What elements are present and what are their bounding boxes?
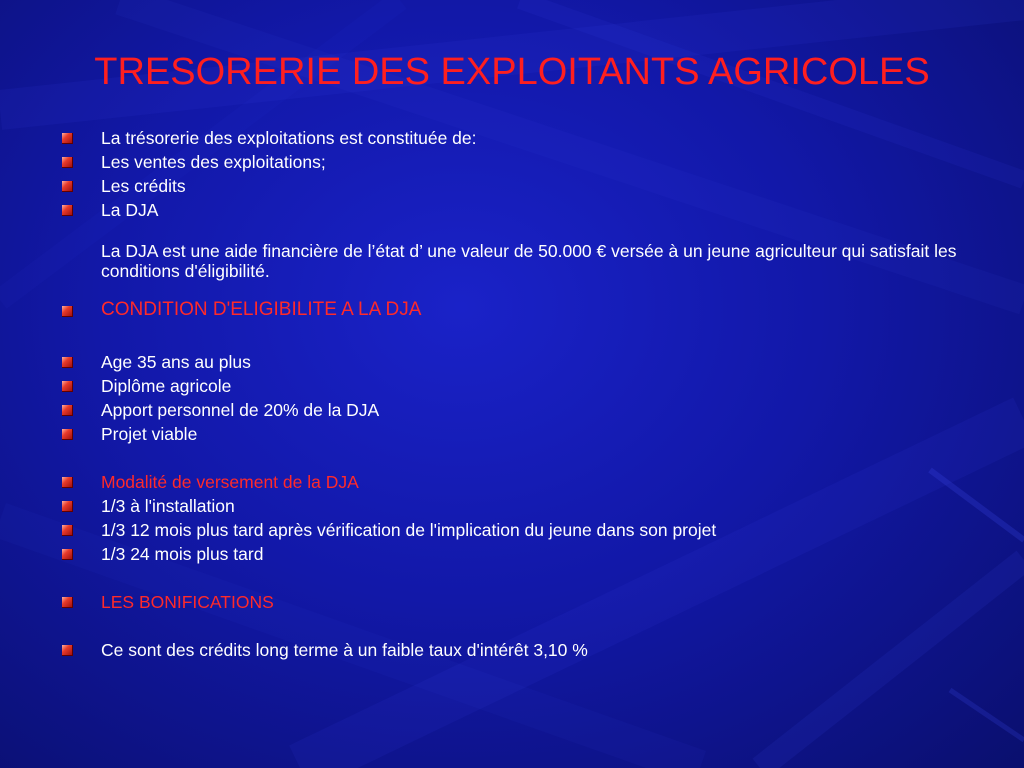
bullet-icon — [62, 205, 73, 216]
payment-item-3: 1/3 24 mois plus tard — [101, 544, 264, 564]
intro-item-2: Les ventes des exploitations; — [101, 152, 326, 172]
bullet-icon — [62, 381, 73, 392]
eligibility-item-3: Apport personnel de 20% de la DJA — [101, 400, 380, 420]
bullet-icon — [62, 501, 73, 512]
eligibility-item-2: Diplôme agricole — [101, 376, 232, 396]
intro-item-1: La trésorerie des exploitations est constituée de: — [101, 128, 477, 148]
bonus-heading: LES BONIFICATIONS — [101, 592, 274, 612]
bullet-icon — [62, 157, 73, 168]
payment-item-2: 1/3 12 mois plus tard après vérification de l'implication du jeune dans son projet — [101, 520, 717, 540]
bonus-text: Ce sont des crédits long terme à un faible taux d'intérêt 3,10 % — [101, 640, 588, 660]
bullet-icon — [62, 549, 73, 560]
slide-title: TRESORERIE DES EXPLOITANTS AGRICOLES — [94, 51, 930, 93]
bullet-icon — [62, 181, 73, 192]
bullet-icon — [62, 306, 73, 317]
bullet-icon — [62, 597, 73, 608]
intro-item-4: La DJA — [101, 200, 159, 220]
bullet-icon — [62, 405, 73, 416]
bullet-icon — [62, 133, 73, 144]
eligibility-item-1: Age 35 ans au plus — [101, 352, 251, 372]
payment-item-1: 1/3 à l'installation — [101, 496, 235, 516]
bullet-icon — [62, 429, 73, 440]
dja-description: La DJA est une aide financière de l’état d’ une valeur de 50.000 € versée à un jeune agriculteur qui satisfait les conditions d'éligibilité. — [101, 241, 957, 281]
bullet-icon — [62, 477, 73, 488]
eligibility-item-4: Projet viable — [101, 424, 198, 444]
bullet-icon — [62, 525, 73, 536]
bullet-icon — [62, 645, 73, 656]
payment-heading: Modalité de versement de la DJA — [101, 472, 359, 492]
eligibility-heading: CONDITION D'ELIGIBILITE A LA DJA — [101, 299, 422, 320]
bullet-icon — [62, 357, 73, 368]
intro-item-3: Les crédits — [101, 176, 186, 196]
